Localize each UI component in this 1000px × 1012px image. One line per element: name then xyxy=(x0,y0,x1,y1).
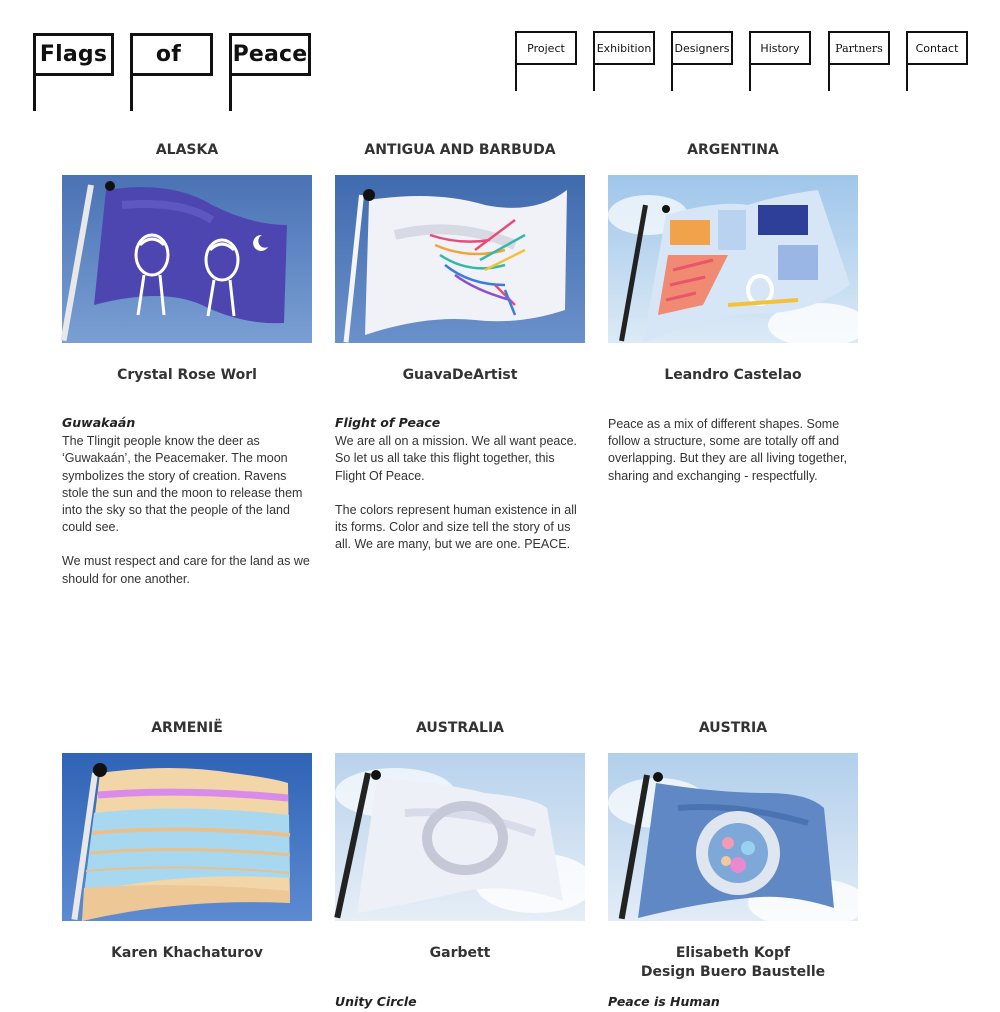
country-card-antigua-and-barbuda xyxy=(335,140,585,552)
country-name: AUSTRIA xyxy=(698,720,768,736)
country-name: ALASKA xyxy=(155,142,219,158)
description-paragraph: We are all on a mission. We all want peace. So let us all take this flight together, this Flight Of Peace. xyxy=(335,434,578,483)
logo-word: of xyxy=(130,33,213,76)
country-name: ARGENTINA xyxy=(687,142,779,158)
logo-word: Flags xyxy=(33,33,114,76)
country-card-austria xyxy=(608,718,858,1009)
flag-description xyxy=(608,993,858,1012)
designer-name xyxy=(608,944,858,982)
country-card-alaska xyxy=(62,140,312,586)
country-name: AUSTRALIA xyxy=(416,720,504,736)
nav-label: Exhibition xyxy=(593,31,655,65)
flag-title: Guwakaán xyxy=(62,415,136,430)
flag-title: Peace is Human xyxy=(608,994,720,1009)
flag-image-antigua-and-barbuda[interactable] xyxy=(335,175,585,343)
designer-line: Leandro Castelao xyxy=(664,367,802,383)
flag-image-argentina[interactable] xyxy=(608,175,858,343)
description-paragraph: We must respect and care for the land as we should for one another. xyxy=(62,554,310,586)
nav-label: History xyxy=(749,31,811,65)
designer-line: Crystal Rose Worl xyxy=(117,367,257,383)
flag-description xyxy=(335,414,585,553)
designer-name xyxy=(608,366,858,385)
description-paragraph: The colors represent human existence in all its forms. Color and size tell the story of us all. We are many, but we are one. PEACE. xyxy=(335,502,577,552)
country-name: ARMENIË xyxy=(151,720,223,736)
flag-title: Unity Circle xyxy=(335,994,417,1009)
flag-image-austria[interactable] xyxy=(608,753,858,921)
flag-description xyxy=(335,993,585,1012)
designer-name xyxy=(335,366,585,385)
flag-image-australia[interactable] xyxy=(335,753,585,921)
designer-name xyxy=(62,944,312,963)
flag-description xyxy=(62,414,312,588)
designer-line: Garbett xyxy=(429,945,491,961)
description-paragraph: Peace as a mix of different shapes. Some follow a structure, some are totally off and overlapping. But they are all living together, sharing and exchanging - respectfully. xyxy=(608,417,848,483)
nav-label: Project xyxy=(515,31,577,65)
designer-line: Elisabeth Kopf xyxy=(675,945,791,961)
flag-image-alaska[interactable] xyxy=(62,175,312,343)
country-card-australia xyxy=(335,718,585,1009)
designer-name xyxy=(335,944,585,963)
nav-label: Partners xyxy=(828,31,890,65)
flag-title: Flight of Peace xyxy=(335,415,441,430)
flag-description xyxy=(608,416,858,485)
country-name: ANTIGUA AND BARBUDA xyxy=(364,142,556,158)
designer-line: Karen Khachaturov xyxy=(111,945,263,961)
nav-label: Contact xyxy=(906,31,968,65)
logo-word: Peace xyxy=(229,33,311,76)
designer-name xyxy=(62,366,312,385)
description-paragraph: The Tlingit people know the deer as ‘Guwakaán’, the Peacemaker. The moon symbolizes the story of creation. Ravens stole the sun and the moon to release them into the sky so that the people of the land could see. xyxy=(62,434,303,535)
country-card-argentina xyxy=(608,140,858,483)
designer-line: GuavaDeArtist xyxy=(402,367,518,383)
flag-image-armenie[interactable] xyxy=(62,753,312,921)
nav-label: Designers xyxy=(671,31,733,65)
designer-line: Design Buero Baustelle xyxy=(640,964,826,980)
country-card-armenie xyxy=(62,718,312,961)
